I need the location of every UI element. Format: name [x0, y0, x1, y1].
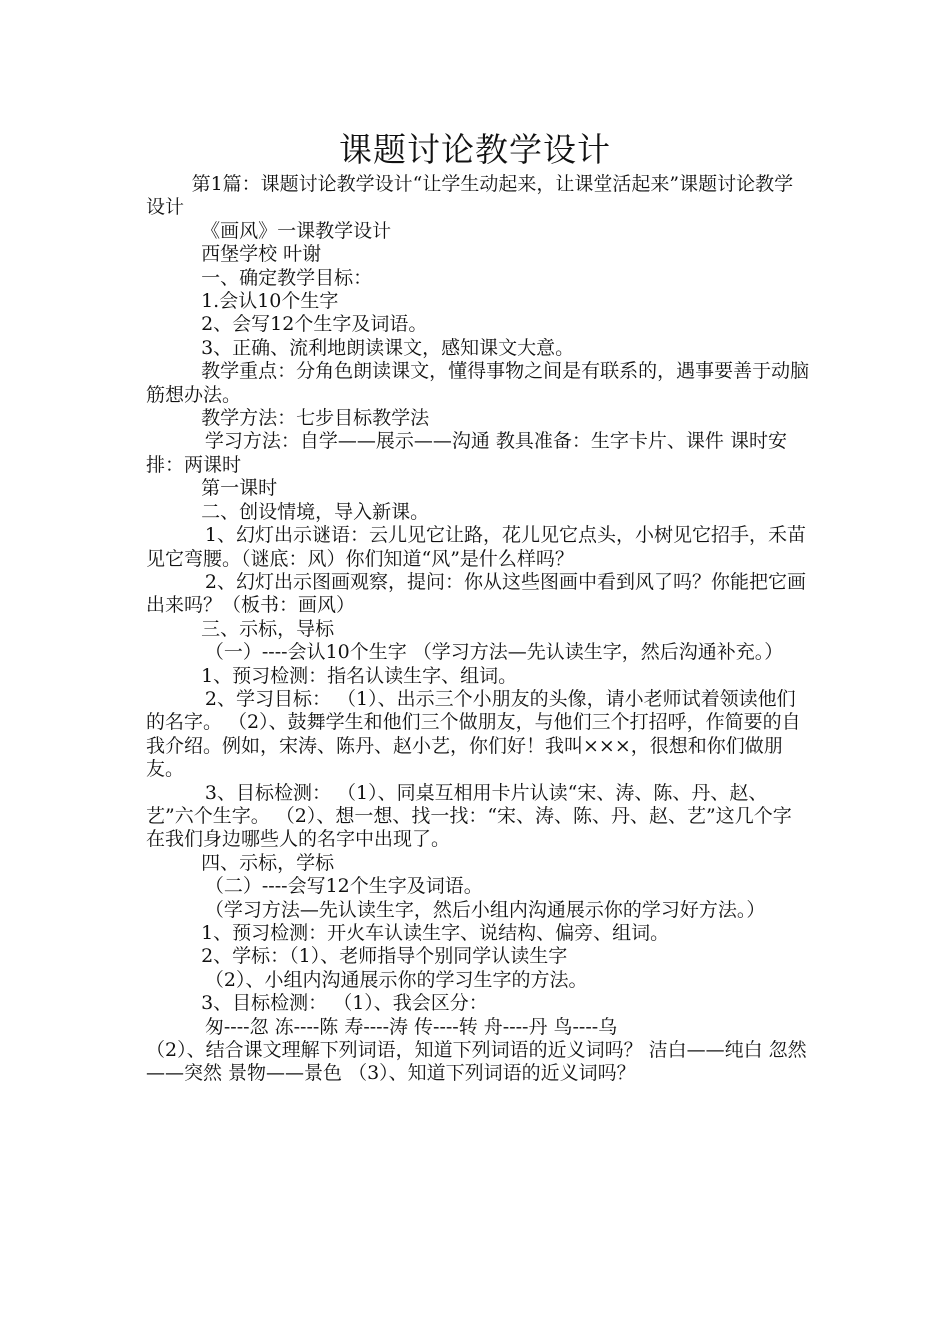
document-title: 课题讨论教学设计	[339, 130, 611, 169]
paragraph: 四、示标，学标	[201, 851, 335, 874]
paragraph: 《画风》一课教学设计	[201, 219, 392, 242]
paragraph: 3、正确、流利地朗读课文，感知课文大意。	[201, 336, 575, 359]
paragraph: 2、学标：（1）、老师指导个别同学认读生字	[201, 945, 568, 968]
paragraph: （2）、小组内沟通展示你的学习生字的方法。	[204, 968, 588, 991]
paragraph: 教学重点：分角色朗读课文，懂得事物之间是有联系的，遇事要善于动脑筋想办法。	[146, 360, 810, 406]
paragraph: 匆----忽 冻----陈 寿----涛 传----转 舟----丹 鸟----乌	[204, 1015, 618, 1038]
paragraph: 二、创设情境，导入新课。	[201, 500, 430, 523]
paragraph: 1、预习检测：指名认读生字、组词。	[201, 664, 518, 687]
paragraph: 一、确定教学目标：	[201, 266, 373, 289]
paragraph: 2、学习目标： （1）、出示三个小朋友的头像，请小老师试着领读他们的名字。 （2）、鼓舞学生和他们三个做朋友，与他们三个打招呼，作简要的自我介绍。例如，宋涛、陈丹、赵小艺，你们好！我叫×××，很想和你们做朋友。	[146, 687, 801, 781]
paragraph: 1.会认10个生字	[201, 290, 339, 313]
paragraph: 3、目标检测： （1）、我会区分：	[201, 992, 488, 1015]
paragraph: 教学方法：七步目标教学法	[201, 407, 430, 430]
paragraph: （二）----会写12个生字及词语。	[204, 875, 483, 898]
document-body	[146, 173, 810, 1086]
paragraph: 2、会写12个生字及词语。	[201, 313, 428, 336]
paragraph: 西堡学校 叶谢	[201, 243, 322, 266]
paragraph: （学习方法—先认读生字，然后小组内沟通展示你的学习好方法。）	[204, 898, 766, 921]
paragraph: （一）----会认10个生字 （学习方法—先认读生字，然后沟通补充。）	[204, 641, 784, 664]
paragraph: 学习方法：自学——展示——沟通 教具准备：生字卡片、课件 课时安排：两课时	[146, 430, 787, 476]
paragraph: 第一课时	[201, 477, 278, 500]
paragraph: 1、幻灯出示谜语：云儿见它让路，花儿见它点头，小树见它招手，禾苗见它弯腰。（谜底：风）你们知道“风”是什么样吗？	[146, 524, 806, 570]
paragraph: （2）、结合课文理解下列词语，知道下列词语的近义词吗？ 洁白——纯白 忽然——突然 景物——景色 （3）、知道下列词语的近义词吗？	[146, 1039, 807, 1085]
paragraph: 第1篇：课题讨论教学设计“让学生动起来，让课堂活起来”课题讨论教学设计	[146, 173, 794, 219]
paragraph: 三、示标，导标	[201, 617, 335, 640]
paragraph: 2、幻灯出示图画观察，提问：你从这些图画中看到风了吗？你能把它画出来吗？（板书：画风）	[146, 570, 806, 617]
paragraph: 3、目标检测： （1）、同桌互相用卡片认读“宋、涛、陈、丹、赵、艺”六个生字。 （2）、想一想、找一找：“宋、涛、陈、丹、赵、艺”这几个字在我们身边哪些人的名字中出现了。	[146, 781, 792, 851]
paragraph: 1、预习检测：开火车认读生字、说结构、偏旁、组词。	[201, 922, 670, 944]
